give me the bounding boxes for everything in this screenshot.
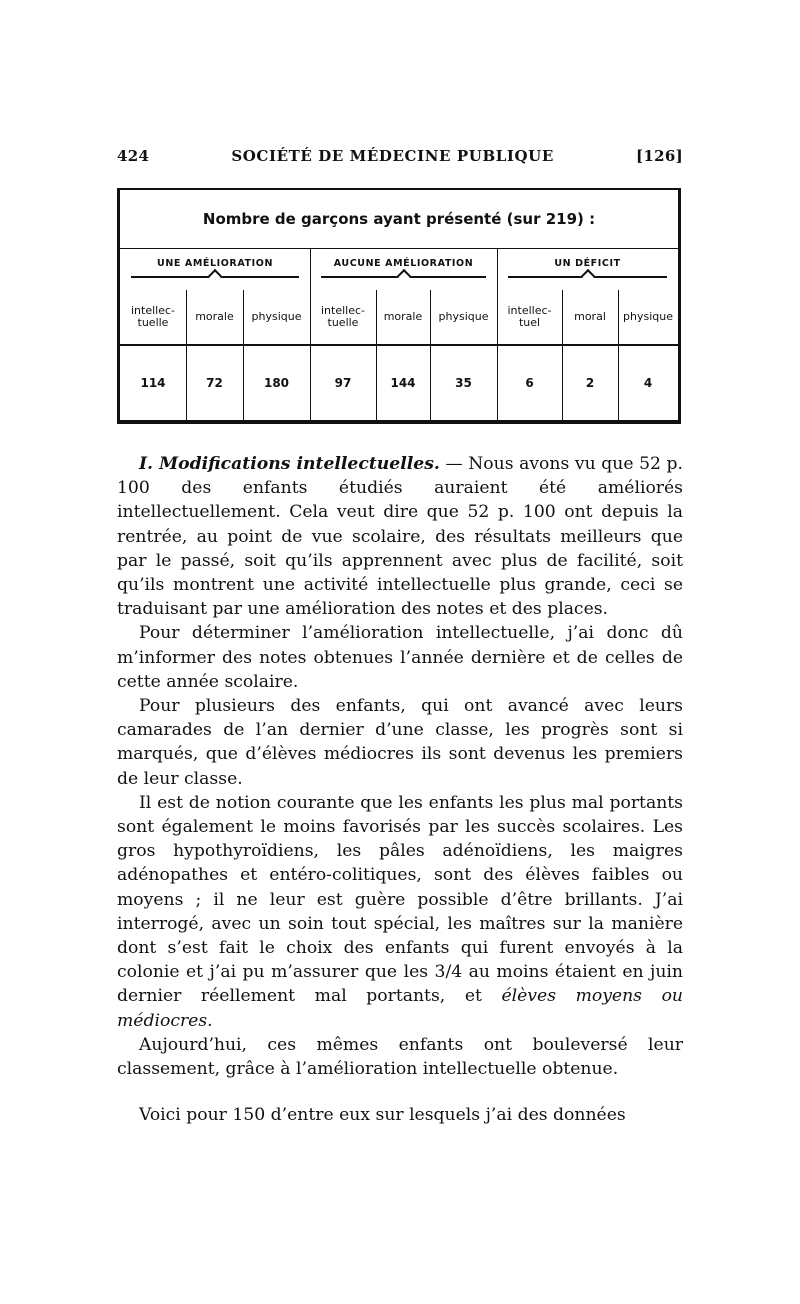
table-cell: 72 bbox=[206, 376, 223, 390]
paragraph-text: Il est de notion courante que les enfants les plus mal portants sont également le moins favorisés par les succès scolaires. Les gros hypothyroïdiens, les pâles adénoïdiens, les maigres adénopathes et entéro-colitiques, sont des élèves faibles ou moyens ; il ne leur est guère possible d’être brillants. J’ai interrogé, avec un soin tout spécial, les maîtres sur la manière dont s’est fait le choix des enfants qui furent envoyés à la colonie et j’ai pu m’assurer que les 3/4 au moins étaient en juin dernier réellement mal portants, et bbox=[117, 792, 683, 1007]
col-header: physique bbox=[623, 310, 673, 323]
brace-decoration bbox=[321, 276, 486, 284]
paragraph-6: Voici pour 150 d’entre eux sur lesquels j’ai des données bbox=[139, 1105, 626, 1126]
table-cell: 35 bbox=[455, 376, 472, 390]
col-header: intellec- tuelle bbox=[320, 304, 365, 329]
page-number: 424 bbox=[117, 147, 150, 165]
group-header-improvement bbox=[120, 248, 310, 290]
paragraph-4 bbox=[117, 791, 683, 1033]
col-header: morale bbox=[195, 310, 234, 323]
group-header-deficit bbox=[497, 248, 678, 290]
paragraph-2: Pour déterminer l’amélioration intellectuelle, j’ai donc dû m’informer des notes obtenues l’année dernière et de celles de cette année scolaire. bbox=[117, 623, 683, 692]
col-header: intellec- tuel bbox=[507, 304, 552, 329]
results-table bbox=[117, 188, 681, 424]
group-header-no-improvement bbox=[310, 248, 497, 290]
col-header: morale bbox=[383, 310, 423, 323]
running-title: SOCIÉTÉ DE MÉDECINE PUBLIQUE bbox=[231, 147, 554, 165]
original-page-number: [126] bbox=[635, 147, 683, 165]
group-label: UN DÉFICIT bbox=[554, 258, 621, 269]
running-header bbox=[117, 143, 683, 169]
table-cell: 2 bbox=[585, 376, 595, 390]
paragraph-5: Aujourd’hui, ces mêmes enfants ont bouleversé leur classement, grâce à l’amélioration intellectuelle obtenue. bbox=[117, 1034, 683, 1080]
paragraph-text: — Nous avons vu que 52 p. 100 des enfants étudiés auraient été améliorés intellectuellement. Cela veut dire que 52 p. 100 ont depuis la rentrée, au point de vue scolaire, des résultats meilleurs que par le passé, soit qu’ils apprennent avec plus de facilité, soit qu’ils montrent une activité intellectuelle plus grande, ceci se traduisant par une amélioration des notes et des places. bbox=[117, 454, 683, 620]
paragraph-1 bbox=[117, 452, 683, 621]
table-caption: Nombre de garçons ayant présenté (sur 219) : bbox=[120, 190, 678, 249]
table-cell: 6 bbox=[525, 376, 534, 390]
table-cell: 97 bbox=[334, 376, 352, 390]
section-heading: I. Modifications intellectuelles. bbox=[139, 454, 440, 474]
group-label: UNE AMÉLIORATION bbox=[157, 258, 273, 269]
group-label: AUCUNE AMÉLIORATION bbox=[333, 258, 474, 269]
col-header: intellec- tuelle bbox=[130, 304, 175, 329]
col-header: physique bbox=[251, 310, 302, 323]
table-cell: 4 bbox=[643, 376, 653, 390]
brace-decoration bbox=[508, 276, 667, 284]
brace-decoration bbox=[131, 276, 298, 284]
table-cell: 144 bbox=[390, 376, 416, 390]
table-cell: 180 bbox=[263, 376, 290, 390]
col-header: physique bbox=[438, 310, 489, 323]
table-cell: 114 bbox=[140, 376, 166, 390]
paragraph-3: Pour plusieurs des enfants, qui ont avancé avec leurs camarades de l’an dernier d’une classe, les progrès sont si marqués, que d’élèves médiocres ils sont devenus les premiers de leur classe. bbox=[117, 696, 683, 789]
body-text bbox=[117, 452, 683, 1127]
italic-text: élèves moyens ou médiocres. bbox=[117, 986, 683, 1031]
col-header: moral bbox=[574, 310, 606, 323]
